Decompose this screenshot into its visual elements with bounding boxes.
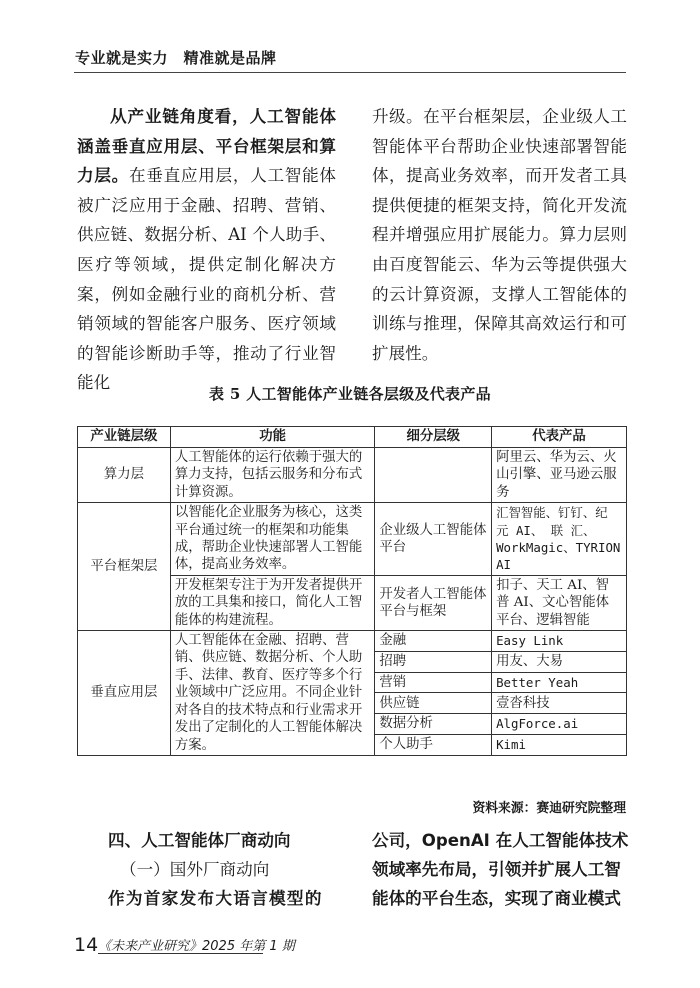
section-left-column: [108, 826, 340, 913]
intro-bold-lead: 从产业链角度看，人工智能体涵盖垂直应用层、平台框架层和算力层。: [77, 107, 336, 186]
running-header: 专业就是实力 精准就是品牌: [75, 49, 277, 67]
table-row: [78, 503, 627, 576]
layer-cell: 平台框架层: [78, 503, 171, 631]
sublayer-cell: 招聘: [375, 651, 492, 672]
sublayer-cell: 开发者人工智能体平台与框架: [375, 575, 492, 630]
section-left-text: 作为首家发布大语言模型的: [108, 889, 323, 908]
products-cell: Kimi: [492, 735, 627, 756]
products-cell: AlgForce.ai: [492, 714, 627, 735]
layer-cell: 算力层: [78, 448, 171, 503]
table-header-row: [78, 427, 627, 448]
journal-name: 《未来产业研究》2025 年第 1 期: [98, 939, 295, 954]
function-cell: 以智能化企业服务为核心，这类平台通过统一的框架和功能集成，帮助企业快速部署人工智能体，提高业务效率。: [170, 503, 375, 576]
products-cell: 用友、大易: [492, 651, 627, 672]
intro-left-column: [77, 102, 336, 398]
function-cell: 人工智能体在金融、招聘、营销、供应链、数据分析、个人助手、法律、教育、医疗等多个行业领域中广泛应用。不同企业针对各自的技术特点和行业需求开发出了定制化的人工智能体解决方案。: [170, 631, 375, 756]
sublayer-cell: 企业级人工智能体平台: [375, 503, 492, 576]
sublayer-cell: 营销: [375, 672, 492, 693]
header-products: 代表产品: [492, 427, 627, 448]
products-cell: 壹沓科技: [492, 693, 627, 714]
table-row: [78, 448, 627, 503]
footer-divider: [98, 953, 263, 954]
section-heading: 四、人工智能体厂商动向: [108, 831, 291, 850]
industry-chain-table: [77, 426, 627, 756]
table-row: [78, 631, 627, 652]
intro-right-text: 升级。在平台框架层，企业级人工智能体平台帮助企业快速部署智能体，提高业务效率，而开发者工具提供便捷的框架支持，简化开发流程并增强应用扩展能力。算力层则由百度智能云、华为云等提供强大的云计算资源，支撑人工智能体的训练与推理，保障其高效运行和可扩展性。: [372, 107, 627, 363]
sublayer-cell: 供应链: [375, 693, 492, 714]
function-cell: 人工智能体的运行依赖于强大的算力支持，包括云服务和分布式计算资源。: [170, 448, 375, 503]
function-cell: 开发框架专注于为开发者提供开放的工具集和接口，简化人工智能体的构建流程。: [170, 575, 375, 630]
products-cell: 汇智智能、钉钉、纪 元 AI、 联 汇、WorkMagic、TYRION AI: [492, 503, 627, 576]
sublayer-cell: 数据分析: [375, 714, 492, 735]
header-divider: [74, 72, 626, 73]
section-right-column: [372, 826, 627, 913]
section-subheading: （一）国外厂商动向: [120, 860, 270, 879]
intro-left-text: 在垂直应用层，人工智能体被广泛应用于金融、招聘、营销、供应链、数据分析、AI 个人助手、医疗等领域，提供定制化解决方案，例如金融行业的商机分析、营销领域的智能客户服务、医疗领域的智能诊断助手等，推动了行业智能化: [77, 166, 337, 393]
layer-cell: 垂直应用层: [78, 631, 171, 756]
sublayer-cell: 个人助手: [375, 735, 492, 756]
table-caption: 表 5 人工智能体产业链各层级及代表产品: [209, 385, 491, 403]
section-right-line: 领域率先布局，引领并扩展人工智: [372, 860, 621, 879]
products-cell: Better Yeah: [492, 672, 627, 693]
sublayer-cell: [375, 448, 492, 503]
sublayer-cell: 金融: [375, 631, 492, 652]
header-sublayer: 细分层级: [375, 427, 492, 448]
page-number: 14: [74, 934, 99, 956]
table-source: 资料来源：赛迪研究院整理: [472, 801, 626, 816]
header-layer: 产业链层级: [78, 427, 171, 448]
intro-right-column: [372, 102, 627, 368]
section-right-line: 能体的平台生态，实现了商业模式: [372, 889, 621, 908]
products-cell: 阿里云、华为云、火山引擎、亚马逊云服务: [492, 448, 627, 503]
products-cell: 扣子、天工 AI、智普 AI、文心智能体平台、逻辑智能: [492, 575, 627, 630]
header-function: 功能: [170, 427, 375, 448]
section-right-line: 公司，OpenAI 在人工智能体技术: [372, 831, 629, 850]
products-cell: Easy Link: [492, 631, 627, 652]
